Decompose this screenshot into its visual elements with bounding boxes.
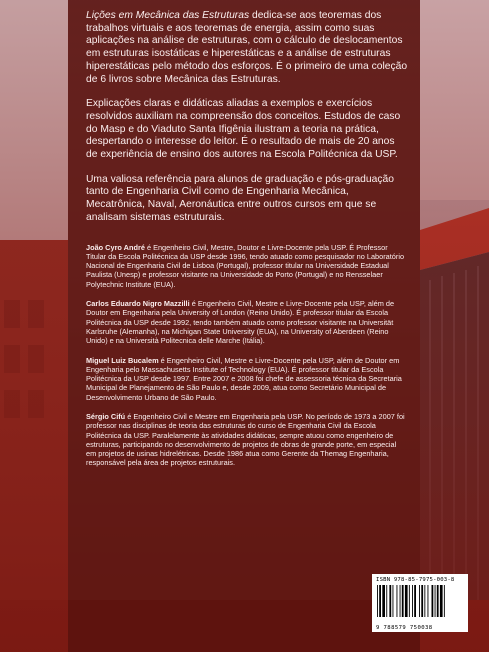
book-description bbox=[86, 10, 408, 225]
description-paragraph-1 bbox=[86, 10, 408, 86]
author-bios bbox=[86, 243, 408, 468]
author-bio bbox=[86, 299, 408, 345]
back-cover-content bbox=[86, 10, 408, 478]
barcode-digits: 9 788579 750038 bbox=[376, 625, 433, 631]
author-name: Carlos Eduardo Nigro Mazzilli bbox=[86, 299, 190, 309]
author-bio-text: é Engenheiro Civil, Mestre, Doutor e Livre-Docente pela USP. É Professor Titular da Escola Politécnica da USP desde 1996, tendo atuado como pesquisador no Laboratório Nacional de Engenharia Civil de Lisboa (Portugal), professor titular na Universidade Estadual Paulista (Unesp) e professor visitante na Universidade do Porto (Portugal) e no Rensselaer Polytechnic Institute (EUA). bbox=[86, 242, 405, 289]
author-name: João Cyro André bbox=[86, 242, 145, 252]
author-name: Sérgio Cifú bbox=[86, 412, 126, 421]
author-bio-text: é Engenheiro Civil, Mestre e Livre-Docente pela USP, além de Doutor em Engenharia pelo Massachusetts Institute of Technology (EUA). É professor titular da Escola Politécnica da USP desde 1997. Entre 2007 e 2008 foi chefe de assessoria técnica da Secretaria Municipal de Planejamento de São Paulo e, desde 2009, atua como Secretário Municipal de Desenvolvimento Urbano de São Paulo. bbox=[86, 355, 402, 402]
author-bio-text: é Engenheiro Civil, Mestre e Livre-Docente pela USP, além de Doutor em Engenharia pela University of London (Reino Unido). É professor titular da Escola Politécnica da USP desde 1992, tendo também atuado como professor visitante na Universität Karlsruhe (Alemanha), na Michigan State University (EUA), na University of Aberdeen (Reino Unido) e na Università Politecnica delle Marche (Itália). bbox=[86, 299, 395, 346]
description-paragraph-2: Explicações claras e didáticas aliadas a exemplos e exercícios resolvidos auxiliam na compreensão dos conceitos. Estudos de caso do Masp e do Viaduto Santa Ifigênia ilustram a teoria na prática, despertando o interesse do leitor. É o resultado de mais de 20 anos de experiência de ensino dos autores na Escola Politécnica da USP. bbox=[86, 98, 401, 161]
isbn-barcode bbox=[372, 574, 468, 632]
author-bio bbox=[86, 412, 408, 468]
isbn-number: ISBN 978-85-7975-003-8 bbox=[376, 577, 455, 583]
description-paragraph-3: Uma valiosa referência para alunos de graduação e pós-graduação tanto de Engenharia Civil como de Engenharia Mecânica, Mecatrônica, Naval, Aeronáutica entre outros cursos em que se analisam sistemas estruturais. bbox=[86, 173, 394, 223]
book-title: Lições em Mecânica das Estruturas bbox=[86, 10, 250, 21]
author-bio-text: é Engenheiro Civil e Mestre em Engenharia pela USP. No período de 1973 a 2007 foi professor nas disciplinas de teoria das estruturas do curso de Engenharia Civil da Escola Politécnica da USP. Paralelamente às atividades didáticas, sempre atuou como engenheiro de estruturas, participando no desenvolvimento de projetos de obras de grande porte, em especial em projetos de usinas hidrelétricas. Desde 1986 atua como Gerente da Themag Engenharia, responsável pela área de projetos estruturais. bbox=[86, 412, 405, 468]
author-bio bbox=[86, 243, 408, 289]
author-name: Miguel Luiz Bucalem bbox=[86, 355, 159, 365]
description-text: dedica-se aos teoremas dos trabalhos virtuais e aos teoremas de energia, assim como suas aplicações na análise de estruturas, com o cálculo de deslocamentos em estruturas isostáticas e hiperestáticas e a análise de estruturas hiperestáticas pelo método dos esforços. É o primeiro de uma coleção de 6 livros sobre Mecânica das Estruturas. bbox=[86, 10, 408, 85]
barcode-bars bbox=[376, 585, 464, 623]
author-bio bbox=[86, 356, 408, 402]
